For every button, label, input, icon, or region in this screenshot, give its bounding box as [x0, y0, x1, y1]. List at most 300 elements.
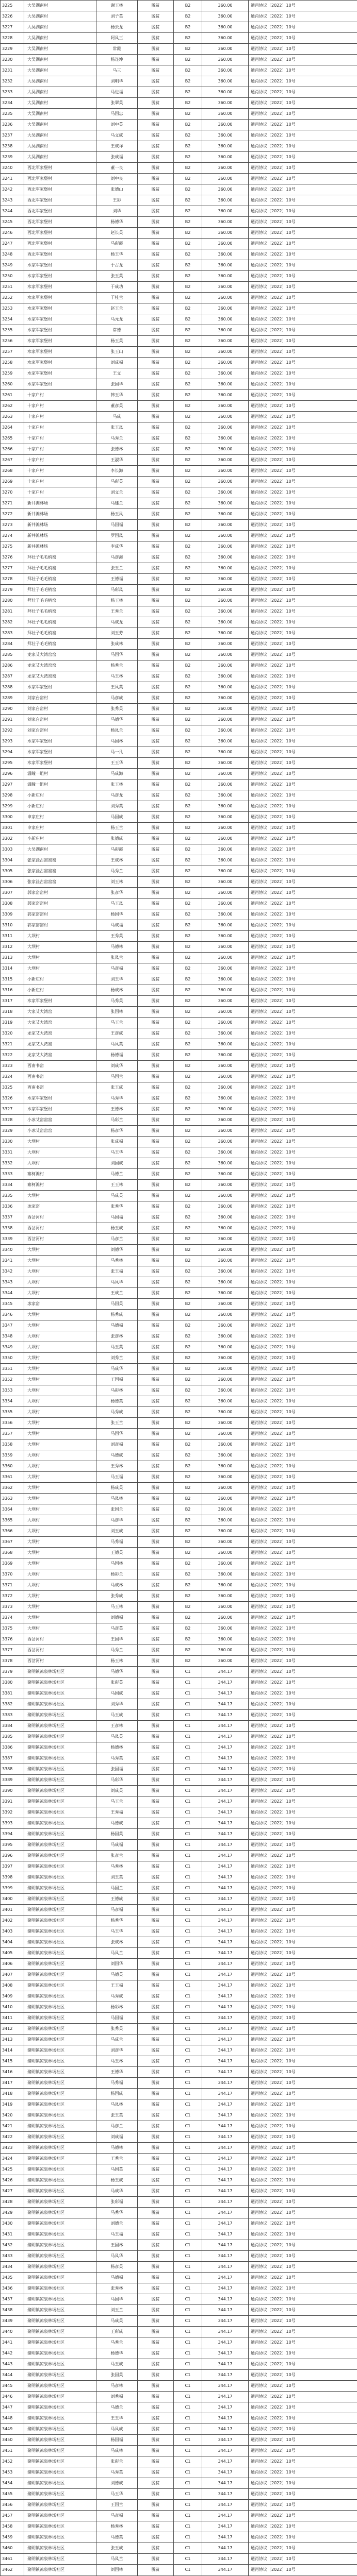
- document-cell: 通肖协议〔2022〕10号: [249, 736, 357, 747]
- name-cell: 马秀成: [96, 1407, 138, 1418]
- document-cell: 通肖协议〔2022〕10号: [249, 11, 357, 22]
- document-cell: 通肖协议〔2022〕10号: [249, 2565, 357, 2575]
- row-number-cell: 3355: [1, 1407, 24, 1418]
- row-number-cell: 3401: [1, 1905, 24, 1916]
- table-row: [1, 239, 357, 249]
- name-cell: 董彦英: [96, 401, 138, 412]
- table-row: [1, 412, 357, 422]
- row-number-cell: 3248: [1, 249, 24, 260]
- table-row: [1, 899, 357, 909]
- table-row: [1, 2078, 357, 2089]
- row-number-cell: 3370: [1, 1569, 24, 1580]
- amount-cell: 360.00: [202, 498, 249, 509]
- document-cell: 通肖协议〔2022〕10号: [249, 1872, 357, 1883]
- row-number-cell: 3319: [1, 1018, 24, 1028]
- row-number-cell: 3323: [1, 1061, 24, 1072]
- row-number-cell: 3239: [1, 152, 24, 163]
- status-cell: 脱贫: [138, 1072, 174, 1082]
- status-cell: 脱贫: [138, 163, 174, 174]
- village-cell: 聚明镇凉泉林场社区: [24, 2402, 96, 2413]
- village-cell: 聚明镇凉泉林场社区: [24, 1742, 96, 1753]
- grade-cell: B2: [174, 769, 202, 779]
- amount-cell: 360.00: [202, 1126, 249, 1137]
- amount-cell: 344.17: [202, 1861, 249, 1872]
- grade-cell: C1: [174, 1721, 202, 1732]
- document-cell: 通肖协议〔2022〕10号: [249, 466, 357, 477]
- name-cell: 马秀华: [96, 1093, 138, 1104]
- document-cell: 通肖协议〔2022〕10号: [249, 985, 357, 996]
- amount-cell: 360.00: [202, 1591, 249, 1602]
- document-cell: 通肖协议〔2022〕10号: [249, 725, 357, 736]
- amount-cell: 360.00: [202, 920, 249, 931]
- row-number-cell: 3238: [1, 141, 24, 152]
- amount-cell: 344.17: [202, 2554, 249, 2565]
- name-cell: 马玉福: [96, 1472, 138, 1483]
- grade-cell: B2: [174, 206, 202, 217]
- row-number-cell: 3447: [1, 2402, 24, 2413]
- status-cell: 脱贫: [138, 1461, 174, 1472]
- document-cell: 通肖协议〔2022〕10号: [249, 2154, 357, 2164]
- village-cell: 西北军家堡村: [24, 228, 96, 239]
- table-row: [1, 282, 357, 293]
- status-cell: 脱贫: [138, 844, 174, 855]
- village-cell: 聚明镇凉泉林场社区: [24, 1894, 96, 1905]
- row-number-cell: 3458: [1, 2521, 24, 2532]
- village-cell: 大坝村: [24, 1429, 96, 1439]
- village-cell: 大坝村: [24, 1158, 96, 1169]
- village-cell: 聚明镇凉泉林场社区: [24, 2197, 96, 2208]
- grade-cell: C1: [174, 1959, 202, 1970]
- status-cell: 脱贫: [138, 834, 174, 844]
- grade-cell: C1: [174, 2089, 202, 2099]
- village-cell: 聚明镇凉泉林场社区: [24, 1753, 96, 1764]
- grade-cell: B2: [174, 812, 202, 823]
- amount-cell: 344.17: [202, 2132, 249, 2143]
- document-cell: 通肖协议〔2022〕10号: [249, 2381, 357, 2392]
- status-cell: 脱贫: [138, 1201, 174, 1212]
- table-row: [1, 433, 357, 444]
- status-cell: 脱贫: [138, 1872, 174, 1883]
- grade-cell: B2: [174, 801, 202, 812]
- amount-cell: 360.00: [202, 1158, 249, 1169]
- status-cell: 脱贫: [138, 1115, 174, 1126]
- name-cell: 马德英: [96, 1970, 138, 1980]
- row-number-cell: 3386: [1, 1742, 24, 1753]
- village-cell: 拜壮子毛毛梢窑: [24, 552, 96, 563]
- village-cell: 水家军家堡村: [24, 271, 96, 282]
- table-row: [1, 531, 357, 541]
- grade-cell: B2: [174, 249, 202, 260]
- name-cell: 马国兰: [96, 1883, 138, 1894]
- amount-cell: 360.00: [202, 1266, 249, 1277]
- table-row: [1, 422, 357, 433]
- status-cell: 脱贫: [138, 953, 174, 963]
- document-cell: 通肖协议〔2022〕10号: [249, 1970, 357, 1980]
- amount-cell: 360.00: [202, 1061, 249, 1072]
- name-cell: 刘文兰: [96, 487, 138, 498]
- name-cell: 张玉凤: [96, 422, 138, 433]
- village-cell: 聚明镇凉泉林场社区: [24, 2521, 96, 2532]
- document-cell: 通肖协议〔2022〕10号: [249, 1342, 357, 1353]
- name-cell: 张国兰: [96, 1504, 138, 1515]
- name-cell: 马建兰: [96, 498, 138, 509]
- amount-cell: 360.00: [202, 1072, 249, 1082]
- name-cell: 马德成: [96, 1818, 138, 1829]
- document-cell: 通肖协议〔2022〕10号: [249, 358, 357, 368]
- name-cell: 张成林: [96, 639, 138, 650]
- amount-cell: 360.00: [202, 736, 249, 747]
- village-cell: 大坝村: [24, 1147, 96, 1158]
- table-row: [1, 249, 357, 260]
- grade-cell: B2: [174, 498, 202, 509]
- table-row: [1, 1732, 357, 1742]
- name-cell: 张国华: [96, 379, 138, 390]
- status-cell: 脱贫: [138, 1851, 174, 1861]
- row-number-cell: 3243: [1, 195, 24, 206]
- status-cell: 脱贫: [138, 1883, 174, 1894]
- table-row: [1, 2089, 357, 2099]
- document-cell: 通肖协议〔2022〕10号: [249, 931, 357, 942]
- table-row: [1, 1461, 357, 1472]
- document-cell: 通肖协议〔2022〕10号: [249, 1126, 357, 1137]
- document-cell: 通肖协议〔2022〕10号: [249, 2348, 357, 2359]
- table-row: [1, 2132, 357, 2143]
- status-cell: 脱贫: [138, 2045, 174, 2056]
- village-cell: 聚明镇凉泉林场社区: [24, 2327, 96, 2337]
- name-cell: 马一凡: [96, 747, 138, 758]
- row-number-cell: 3266: [1, 444, 24, 455]
- village-cell: 十家户村: [24, 412, 96, 422]
- village-cell: 聚明镇凉泉林场社区: [24, 2392, 96, 2402]
- name-cell: 马秀英: [96, 2467, 138, 2478]
- amount-cell: 360.00: [202, 249, 249, 260]
- grade-cell: C1: [174, 1872, 202, 1883]
- row-number-cell: 3287: [1, 671, 24, 682]
- table-row: [1, 1786, 357, 1797]
- village-cell: 聚明镇凉泉林场社区: [24, 2110, 96, 2121]
- amount-cell: 360.00: [202, 574, 249, 585]
- status-cell: 脱贫: [138, 563, 174, 574]
- document-cell: 通肖协议〔2022〕10号: [249, 2175, 357, 2186]
- status-cell: 脱贫: [138, 1007, 174, 1018]
- document-cell: 通肖协议〔2022〕10号: [249, 1310, 357, 1320]
- grade-cell: C1: [174, 2348, 202, 2359]
- table-row: [1, 758, 357, 769]
- row-number-cell: 3413: [1, 2035, 24, 2045]
- table-row: [1, 1970, 357, 1980]
- name-cell: 马秀林: [96, 1861, 138, 1872]
- row-number-cell: 3321: [1, 1039, 24, 1050]
- name-cell: 杨德英: [96, 1396, 138, 1407]
- name-cell: 马成兰: [96, 2035, 138, 2045]
- name-cell: 刘玉英: [96, 1872, 138, 1883]
- amount-cell: 344.17: [202, 2337, 249, 2348]
- amount-cell: 360.00: [202, 141, 249, 152]
- row-number-cell: 3296: [1, 769, 24, 779]
- grade-cell: B2: [174, 76, 202, 87]
- name-cell: 刘国华: [96, 1959, 138, 1970]
- name-cell: 马成华: [96, 2186, 138, 2197]
- document-cell: 通肖协议〔2022〕10号: [249, 747, 357, 758]
- name-cell: 杨德华: [96, 2348, 138, 2359]
- status-cell: 脱贫: [138, 184, 174, 195]
- amount-cell: 344.17: [202, 1775, 249, 1786]
- status-cell: 脱贫: [138, 2154, 174, 2164]
- table-row: [1, 1407, 357, 1418]
- grade-cell: C1: [174, 2067, 202, 2078]
- amount-cell: 360.00: [202, 1439, 249, 1450]
- row-number-cell: 3390: [1, 1786, 24, 1797]
- row-number-cell: 3398: [1, 1872, 24, 1883]
- table-row: [1, 650, 357, 660]
- document-cell: 通肖协议〔2022〕10号: [249, 422, 357, 433]
- village-cell: 聚明镇凉泉林场社区: [24, 2489, 96, 2500]
- grade-cell: B2: [174, 606, 202, 617]
- village-cell: 聚明镇凉泉林场社区: [24, 1861, 96, 1872]
- status-cell: 脱贫: [138, 444, 174, 455]
- grade-cell: C1: [174, 2478, 202, 2489]
- amount-cell: 344.17: [202, 2392, 249, 2402]
- table-row: [1, 520, 357, 531]
- amount-cell: 344.17: [202, 1753, 249, 1764]
- document-cell: 通肖协议〔2022〕10号: [249, 98, 357, 109]
- row-number-cell: 3302: [1, 834, 24, 844]
- village-cell: 大坝村: [24, 1526, 96, 1537]
- village-cell: 聚明镇凉泉林场社区: [24, 2013, 96, 2024]
- document-cell: 通肖协议〔2022〕10号: [249, 942, 357, 953]
- document-cell: 通肖协议〔2022〕10号: [249, 2294, 357, 2305]
- document-cell: 通肖协议〔2022〕10号: [249, 2359, 357, 2370]
- grade-cell: B2: [174, 336, 202, 347]
- document-cell: 通肖协议〔2022〕10号: [249, 65, 357, 76]
- name-cell: 于桂兰: [96, 293, 138, 303]
- grade-cell: C1: [174, 2056, 202, 2067]
- grade-cell: B2: [174, 1234, 202, 1245]
- row-number-cell: 3445: [1, 2381, 24, 2392]
- grade-cell: C1: [174, 2543, 202, 2554]
- table-row: [1, 1342, 357, 1353]
- document-cell: 通肖协议〔2022〕10号: [249, 2067, 357, 2078]
- grade-cell: C1: [174, 1980, 202, 1991]
- name-cell: 马秀福: [96, 1537, 138, 1548]
- name-cell: 刘彦华: [96, 2045, 138, 2056]
- row-number-cell: 3306: [1, 877, 24, 888]
- grade-cell: C1: [174, 2143, 202, 2154]
- document-cell: 通肖协议〔2022〕10号: [249, 1894, 357, 1905]
- name-cell: 马凤林: [96, 2099, 138, 2110]
- grade-cell: C1: [174, 2370, 202, 2381]
- status-cell: 脱贫: [138, 779, 174, 790]
- table-row: [1, 541, 357, 552]
- village-cell: 十家户村: [24, 487, 96, 498]
- table-row: [1, 1266, 357, 1277]
- village-cell: 大坝村: [24, 1364, 96, 1375]
- name-cell: 常霞: [96, 44, 138, 55]
- table-row: [1, 1894, 357, 1905]
- status-cell: 脱贫: [138, 271, 174, 282]
- village-cell: 西北军家堡村: [24, 249, 96, 260]
- grade-cell: B2: [174, 466, 202, 477]
- status-cell: 脱贫: [138, 2240, 174, 2251]
- village-cell: 龙家艾大湾窑: [24, 1039, 96, 1050]
- document-cell: 通肖协议〔2022〕10号: [249, 1558, 357, 1569]
- amount-cell: 360.00: [202, 1364, 249, 1375]
- grade-cell: B2: [174, 1483, 202, 1494]
- village-cell: 聚明镇凉泉林场社区: [24, 2413, 96, 2424]
- name-cell: 马彦福: [96, 963, 138, 974]
- document-cell: 通肖协议〔2022〕10号: [249, 758, 357, 769]
- village-cell: 大坝村: [24, 963, 96, 974]
- grade-cell: C1: [174, 2521, 202, 2532]
- document-cell: 通肖协议〔2022〕10号: [249, 639, 357, 650]
- table-row: [1, 184, 357, 195]
- grade-cell: C1: [174, 2337, 202, 2348]
- amount-cell: 360.00: [202, 725, 249, 736]
- grade-cell: C1: [174, 1905, 202, 1916]
- row-number-cell: 3394: [1, 1829, 24, 1840]
- grade-cell: C1: [174, 2554, 202, 2565]
- amount-cell: 344.17: [202, 2143, 249, 2154]
- amount-cell: 344.17: [202, 2413, 249, 2424]
- village-cell: 大坝村: [24, 1418, 96, 1429]
- table-row: [1, 1169, 357, 1180]
- grade-cell: B2: [174, 1634, 202, 1645]
- document-cell: 通肖协议〔2022〕10号: [249, 866, 357, 877]
- village-cell: 聚明镇凉泉林场社区: [24, 1786, 96, 1797]
- grade-cell: B2: [174, 1439, 202, 1450]
- name-cell: 马国成: [96, 1688, 138, 1699]
- village-cell: 大吴湖南村: [24, 22, 96, 33]
- status-cell: 脱贫: [138, 1104, 174, 1115]
- amount-cell: 360.00: [202, 801, 249, 812]
- status-cell: 脱贫: [138, 639, 174, 650]
- status-cell: 脱贫: [138, 1710, 174, 1721]
- amount-cell: 360.00: [202, 1007, 249, 1018]
- table-row: [1, 87, 357, 98]
- name-cell: 张国英: [96, 2370, 138, 2381]
- amount-cell: 344.17: [202, 2381, 249, 2392]
- village-cell: 大坝村: [24, 1310, 96, 1320]
- amount-cell: 344.17: [202, 2035, 249, 2045]
- status-cell: 脱贫: [138, 1580, 174, 1591]
- village-cell: 聚明镇凉泉林场社区: [24, 2467, 96, 2478]
- table-row: [1, 2554, 357, 2565]
- status-cell: 脱贫: [138, 2251, 174, 2262]
- status-cell: 脱贫: [138, 76, 174, 87]
- village-cell: 大吴湖南村: [24, 98, 96, 109]
- status-cell: 脱贫: [138, 2024, 174, 2035]
- grade-cell: B2: [174, 1256, 202, 1266]
- document-cell: 通肖协议〔2022〕10号: [249, 1061, 357, 1072]
- document-cell: 通肖协议〔2022〕10号: [249, 855, 357, 866]
- village-cell: 聚明镇凉泉林场社区: [24, 2543, 96, 2554]
- amount-cell: 344.17: [202, 1710, 249, 1721]
- status-cell: 脱贫: [138, 368, 174, 379]
- grade-cell: B2: [174, 520, 202, 531]
- village-cell: 聚明镇凉泉林场社区: [24, 1677, 96, 1688]
- name-cell: 马国福: [96, 1212, 138, 1223]
- status-cell: 脱贫: [138, 899, 174, 909]
- amount-cell: 344.17: [202, 1807, 249, 1818]
- row-number-cell: 3389: [1, 1775, 24, 1786]
- name-cell: 张彩英: [96, 1677, 138, 1688]
- amount-cell: 344.17: [202, 2511, 249, 2521]
- village-cell: 十家户村: [24, 444, 96, 455]
- village-cell: 聚明镇凉泉林场社区: [24, 2035, 96, 2045]
- document-cell: 通肖协议〔2022〕10号: [249, 1115, 357, 1126]
- amount-cell: 360.00: [202, 293, 249, 303]
- status-cell: 脱贫: [138, 1937, 174, 1948]
- grade-cell: B2: [174, 1028, 202, 1039]
- amount-cell: 344.17: [202, 1959, 249, 1970]
- amount-cell: 360.00: [202, 109, 249, 120]
- document-cell: 通肖协议〔2022〕10号: [249, 1201, 357, 1212]
- grade-cell: B2: [174, 574, 202, 585]
- table-row: [1, 920, 357, 931]
- row-number-cell: 3353: [1, 1385, 24, 1396]
- row-number-cell: 3315: [1, 974, 24, 985]
- status-cell: 脱贫: [138, 2121, 174, 2132]
- village-cell: 聚明镇凉泉林场社区: [24, 2316, 96, 2327]
- document-cell: 通肖协议〔2022〕10号: [249, 1526, 357, 1537]
- document-cell: 通肖协议〔2022〕10号: [249, 2554, 357, 2565]
- village-cell: 大坝村: [24, 1331, 96, 1342]
- grade-cell: C1: [174, 2175, 202, 2186]
- status-cell: 脱贫: [138, 1569, 174, 1580]
- status-cell: 脱贫: [138, 1212, 174, 1223]
- village-cell: 十家户村: [24, 477, 96, 487]
- village-cell: 拜壮子毛毛梢窑: [24, 574, 96, 585]
- grade-cell: B2: [174, 725, 202, 736]
- village-cell: 聚明镇凉泉林场社区: [24, 2132, 96, 2143]
- table-row: [1, 974, 357, 985]
- status-cell: 脱贫: [138, 2489, 174, 2500]
- table-row: [1, 985, 357, 996]
- amount-cell: 344.17: [202, 2435, 249, 2446]
- document-cell: 通肖协议〔2022〕10号: [249, 1147, 357, 1158]
- row-number-cell: 3451: [1, 2446, 24, 2456]
- grade-cell: C1: [174, 2024, 202, 2035]
- row-number-cell: 3368: [1, 1548, 24, 1558]
- row-number-cell: 3433: [1, 2251, 24, 2262]
- grade-cell: B2: [174, 650, 202, 660]
- name-cell: 杨国华: [96, 909, 138, 920]
- document-cell: 通肖协议〔2022〕10号: [249, 812, 357, 823]
- status-cell: 脱贫: [138, 98, 174, 109]
- village-cell: 大坝村: [24, 1375, 96, 1385]
- table-row: [1, 671, 357, 682]
- grade-cell: C1: [174, 2013, 202, 2024]
- amount-cell: 360.00: [202, 1180, 249, 1191]
- document-cell: 通肖协议〔2022〕10号: [249, 1656, 357, 1667]
- grade-cell: C1: [174, 2283, 202, 2294]
- row-number-cell: 3259: [1, 368, 24, 379]
- grade-cell: B2: [174, 1504, 202, 1515]
- row-number-cell: 3343: [1, 1277, 24, 1288]
- row-number-cell: 3372: [1, 1591, 24, 1602]
- document-cell: 通肖协议〔2022〕10号: [249, 1807, 357, 1818]
- name-cell: 王秀兰: [96, 606, 138, 617]
- row-number-cell: 3304: [1, 855, 24, 866]
- table-row: [1, 33, 357, 44]
- status-cell: 脱贫: [138, 498, 174, 509]
- row-number-cell: 3283: [1, 628, 24, 639]
- status-cell: 脱贫: [138, 509, 174, 520]
- status-cell: 脱贫: [138, 303, 174, 314]
- grade-cell: B2: [174, 487, 202, 498]
- row-number-cell: 3298: [1, 790, 24, 801]
- status-cell: 脱贫: [138, 477, 174, 487]
